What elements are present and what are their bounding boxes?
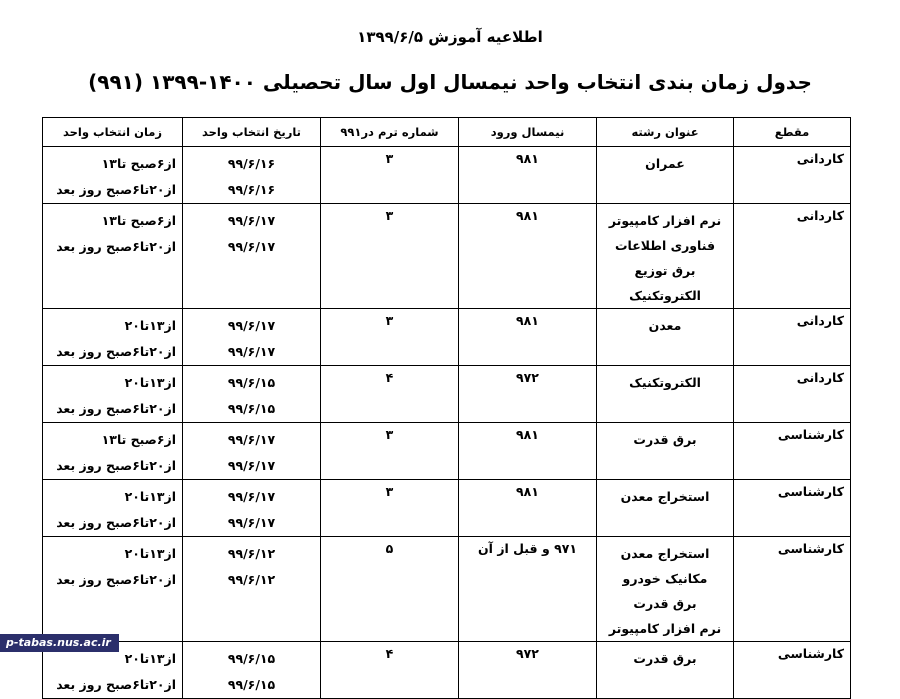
term-number: ۴ xyxy=(385,646,394,661)
cell-date xyxy=(183,147,321,204)
field-name: الکتروتکنیک xyxy=(629,375,701,390)
cell-maqta xyxy=(734,480,851,537)
cell-term xyxy=(321,480,459,537)
cell-field xyxy=(597,309,734,366)
cell-term xyxy=(321,366,459,423)
selection-time: از۲۰تا۶صبح روز بعد xyxy=(56,572,176,587)
entry-semester: ۹۸۱ xyxy=(516,208,539,223)
cell-field xyxy=(597,147,734,204)
selection-date: ۹۹/۶/۱۷ xyxy=(227,515,276,530)
cell-date xyxy=(183,642,321,699)
cell-entry xyxy=(459,423,597,480)
entry-semester: ۹۸۱ xyxy=(516,484,539,499)
term-number: ۳ xyxy=(385,151,394,166)
term-number: ۵ xyxy=(385,541,394,556)
selection-time: از۲۰تا۶صبح روز بعد xyxy=(56,182,176,197)
maqta-text: کاردانی xyxy=(796,151,844,166)
entry-semester: ۹۸۱ xyxy=(516,151,539,166)
cell-time xyxy=(43,366,183,423)
selection-time: از۲۰تا۶صبح روز بعد xyxy=(56,239,176,254)
cell-term xyxy=(321,642,459,699)
cell-entry xyxy=(459,537,597,642)
maqta-text: کاردانی xyxy=(796,208,844,223)
selection-date: ۹۹/۶/۱۶ xyxy=(227,182,276,197)
selection-date: ۹۹/۶/۱۷ xyxy=(227,239,276,254)
selection-date: ۹۹/۶/۱۶ xyxy=(227,156,276,171)
cell-date xyxy=(183,537,321,642)
header-date: تاریخ انتخاب واحد xyxy=(183,118,321,147)
field-name: مکانیک خودرو xyxy=(622,571,708,586)
selection-time: از۱۳تا۲۰ xyxy=(124,375,176,390)
selection-time: از۲۰تا۶صبح روز بعد xyxy=(56,401,176,416)
cell-field xyxy=(597,423,734,480)
cell-field xyxy=(597,366,734,423)
announcement-line: اطلاعیه آموزش ۱۳۹۹/۶/۵ xyxy=(357,28,543,46)
selection-date: ۹۹/۶/۱۲ xyxy=(227,546,276,561)
field-name: برق قدرت xyxy=(633,596,697,611)
term-number: ۳ xyxy=(385,484,394,499)
selection-date: ۹۹/۶/۱۷ xyxy=(227,432,276,447)
selection-time: از۱۳تا۲۰ xyxy=(124,318,176,333)
entry-semester: ۹۷۲ xyxy=(516,646,539,661)
page-title: جدول زمان بندی انتخاب واحد نیمسال اول سال تحصیلی ۱۴۰۰-۱۳۹۹ (۹۹۱) xyxy=(88,70,812,94)
cell-entry xyxy=(459,480,597,537)
term-number: ۳ xyxy=(385,313,394,328)
field-name: فناوری اطلاعات xyxy=(614,238,716,253)
field-name: معدن xyxy=(648,318,682,333)
selection-time: از۲۰تا۶صبح روز بعد xyxy=(56,515,176,530)
cell-time xyxy=(43,147,183,204)
cell-entry xyxy=(459,309,597,366)
table-row xyxy=(43,147,851,204)
cell-field xyxy=(597,204,734,309)
field-name: استخراج معدن xyxy=(620,489,710,504)
table-row xyxy=(43,309,851,366)
table-row xyxy=(43,642,851,699)
selection-date: ۹۹/۶/۱۷ xyxy=(227,489,276,504)
cell-term xyxy=(321,147,459,204)
selection-time: از۱۳تا۲۰ xyxy=(124,546,176,561)
cell-date xyxy=(183,366,321,423)
entry-semester: ۹۷۱ و قبل از آن xyxy=(478,541,577,556)
cell-date xyxy=(183,309,321,366)
cell-term xyxy=(321,537,459,642)
selection-time: از۶صبح تا۱۳ xyxy=(101,432,176,447)
entry-semester: ۹۷۲ xyxy=(516,370,539,385)
cell-maqta xyxy=(734,642,851,699)
selection-date: ۹۹/۶/۱۵ xyxy=(227,677,276,692)
selection-date: ۹۹/۶/۱۷ xyxy=(227,458,276,473)
cell-date xyxy=(183,480,321,537)
cell-entry xyxy=(459,204,597,309)
selection-date: ۹۹/۶/۱۲ xyxy=(227,572,276,587)
field-name: الکتروتکنیک xyxy=(629,288,701,303)
cell-term xyxy=(321,204,459,309)
cell-entry xyxy=(459,642,597,699)
cell-time xyxy=(43,204,183,309)
cell-entry xyxy=(459,366,597,423)
selection-date: ۹۹/۶/۱۵ xyxy=(227,375,276,390)
field-name: استخراج معدن xyxy=(620,546,710,561)
header-time: زمان انتخاب واحد xyxy=(43,118,183,147)
cell-date xyxy=(183,204,321,309)
field-name: برق توزیع xyxy=(634,263,696,278)
table-row xyxy=(43,204,851,309)
selection-time: از۲۰تا۶صبح روز بعد xyxy=(56,677,176,692)
cell-field xyxy=(597,480,734,537)
cell-field xyxy=(597,642,734,699)
cell-entry xyxy=(459,147,597,204)
cell-maqta xyxy=(734,366,851,423)
maqta-text: کاردانی xyxy=(796,313,844,328)
cell-term xyxy=(321,309,459,366)
maqta-text: کاردانی xyxy=(796,370,844,385)
cell-time xyxy=(43,537,183,642)
maqta-text: کارشناسی xyxy=(777,484,844,499)
schedule-table xyxy=(42,117,851,699)
cell-term xyxy=(321,423,459,480)
cell-field xyxy=(597,537,734,642)
table-row xyxy=(43,480,851,537)
header-entry: نیمسال ورود xyxy=(459,118,597,147)
header-maqta: مقطع xyxy=(734,118,851,147)
field-name: نرم افزار کامپیوتر xyxy=(608,621,722,636)
selection-date: ۹۹/۶/۱۷ xyxy=(227,318,276,333)
selection-date: ۹۹/۶/۱۵ xyxy=(227,651,276,666)
table-header-row xyxy=(43,118,851,147)
selection-time: از۶صبح تا۱۳ xyxy=(101,156,176,171)
cell-maqta xyxy=(734,147,851,204)
field-name: عمران xyxy=(645,156,685,171)
cell-maqta xyxy=(734,309,851,366)
table-row xyxy=(43,366,851,423)
maqta-text: کارشناسی xyxy=(777,646,844,661)
field-name: برق قدرت xyxy=(633,651,697,666)
cell-maqta xyxy=(734,537,851,642)
term-number: ۴ xyxy=(385,370,394,385)
cell-time xyxy=(43,423,183,480)
selection-time: از۶صبح تا۱۳ xyxy=(101,213,176,228)
entry-semester: ۹۸۱ xyxy=(516,427,539,442)
header-field: عنوان رشته xyxy=(597,118,734,147)
cell-date xyxy=(183,423,321,480)
table-row xyxy=(43,537,851,642)
term-number: ۳ xyxy=(385,208,394,223)
entry-semester: ۹۸۱ xyxy=(516,313,539,328)
cell-time xyxy=(43,480,183,537)
selection-date: ۹۹/۶/۱۵ xyxy=(227,401,276,416)
selection-time: از۲۰تا۶صبح روز بعد xyxy=(56,344,176,359)
cell-maqta xyxy=(734,423,851,480)
selection-date: ۹۹/۶/۱۷ xyxy=(227,213,276,228)
term-number: ۳ xyxy=(385,427,394,442)
maqta-text: کارشناسی xyxy=(777,541,844,556)
site-watermark: p-tabas.nus.ac.ir xyxy=(0,634,119,652)
cell-time xyxy=(43,309,183,366)
cell-maqta xyxy=(734,204,851,309)
selection-date: ۹۹/۶/۱۷ xyxy=(227,344,276,359)
field-name: برق قدرت xyxy=(633,432,697,447)
maqta-text: کارشناسی xyxy=(777,427,844,442)
table-row xyxy=(43,423,851,480)
selection-time: از۱۳تا۲۰ xyxy=(124,489,176,504)
field-name: نرم افزار کامپیوتر xyxy=(608,213,722,228)
header-term: شماره ترم در۹۹۱ xyxy=(321,118,459,147)
selection-time: از۱۳تا۲۰ xyxy=(124,651,176,666)
selection-time: از۲۰تا۶صبح روز بعد xyxy=(56,458,176,473)
